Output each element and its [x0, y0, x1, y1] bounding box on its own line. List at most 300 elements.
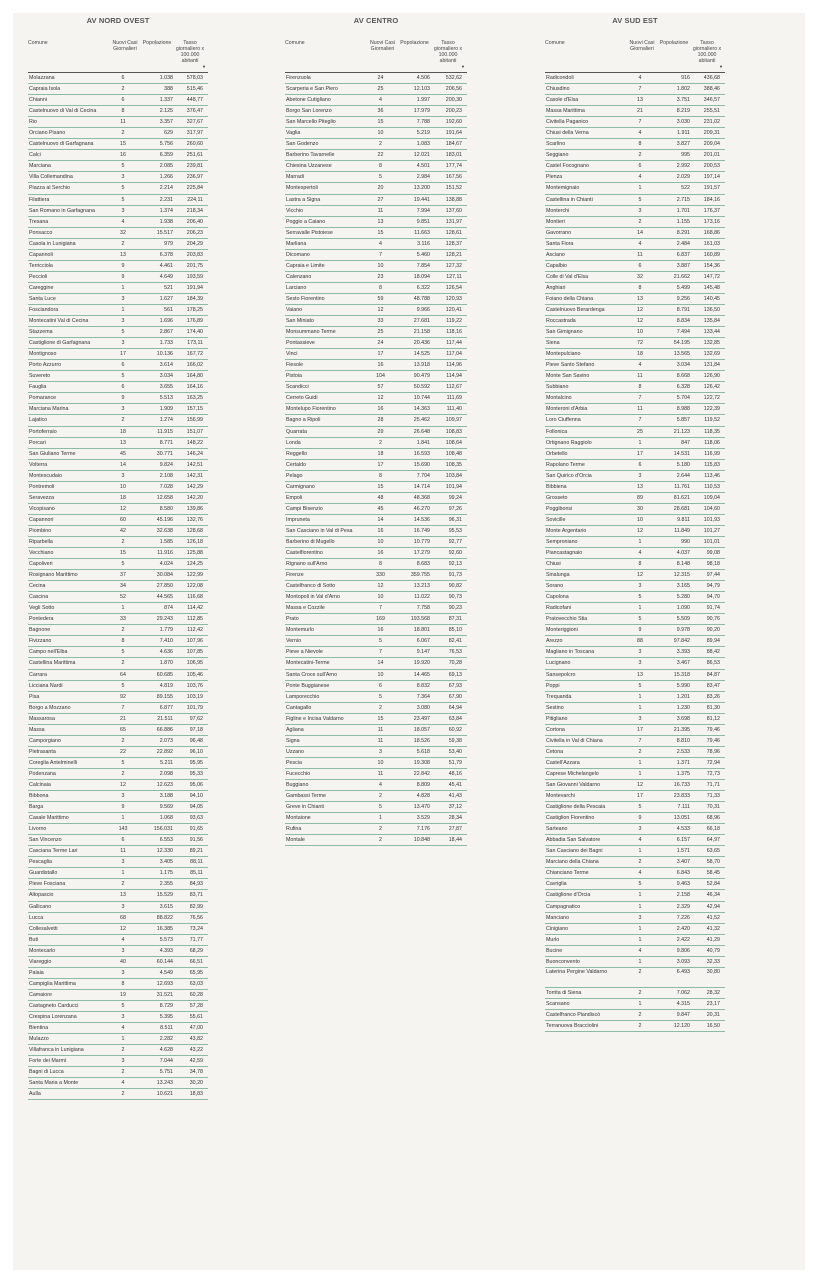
cell-rate: 108,48	[445, 450, 462, 457]
table-row	[285, 84, 467, 95]
table-row	[545, 890, 725, 901]
cell-comune: Pistoia	[286, 373, 302, 380]
table-row	[545, 570, 725, 581]
cell-rate: 47,00	[189, 1025, 203, 1032]
cell-rate: 132,69	[703, 351, 720, 358]
cell-population: 1.841	[416, 439, 430, 446]
cell-comune: Seravezza	[29, 494, 55, 501]
cell-comune: Lastra a Signa	[286, 196, 321, 203]
cell-comune: Porcari	[29, 439, 46, 446]
cell-rate: 110,53	[704, 483, 720, 490]
cell-cases: 1	[638, 759, 642, 766]
table-row	[28, 338, 208, 349]
cell-comune: Capannori	[29, 516, 54, 523]
cell-cases: 5	[638, 616, 642, 623]
cell-rate: 107,96	[186, 638, 203, 645]
cell-population: 17.979	[413, 108, 430, 115]
cell-comune: Torrita di Siena	[546, 989, 582, 996]
cell-population: 21.395	[673, 726, 690, 733]
cell-comune: San Vincenzo	[29, 837, 62, 844]
column-header-rate[interactable]: Tasso giornaliero x 100.000 abitanti ▼	[175, 40, 206, 69]
cell-population: 2.085	[159, 163, 173, 170]
table-row	[545, 902, 725, 913]
cell-rate: 84,93	[189, 881, 203, 888]
column-header-comune[interactable]: Comune	[545, 40, 565, 46]
sort-desc-icon[interactable]: ▼	[202, 64, 206, 69]
cell-population: 5.756	[159, 141, 173, 148]
cell-rate: 239,81	[186, 163, 203, 170]
cell-comune: Chiusi della Verna	[546, 130, 589, 137]
cell-population: 4.819	[159, 682, 173, 689]
cell-rate: 28,32	[706, 989, 720, 996]
cell-population: 46.270	[413, 505, 430, 512]
cell-comune: Castiglione di Garfagnana	[29, 340, 91, 347]
cell-population: 5.513	[159, 395, 173, 402]
cell-cases: 16	[120, 152, 126, 159]
cell-cases: 3	[638, 649, 642, 656]
sort-desc-icon[interactable]: ▼	[719, 64, 723, 69]
table-row	[28, 559, 208, 570]
table-row	[285, 581, 467, 592]
cell-comune: Londa	[286, 439, 301, 446]
cell-population: 2.231	[159, 196, 173, 203]
cell-population: 88.822	[156, 914, 173, 921]
cell-cases: 330	[376, 572, 385, 579]
table-row	[545, 824, 725, 835]
cell-population: 22.842	[413, 770, 430, 777]
cell-population: 60.685	[156, 671, 173, 678]
cell-population: 8.809	[416, 782, 430, 788]
cell-comune: Scarperia e San Piero	[286, 86, 338, 93]
cell-comune: Crespina Lorenzana	[29, 1013, 77, 1020]
column-header-cases[interactable]: Nuovi Casi Giornalieri	[369, 40, 396, 52]
table-row	[545, 758, 725, 769]
table-row	[28, 813, 208, 824]
cell-rate: 92,13	[448, 561, 462, 568]
cell-rate: 76,53	[448, 649, 462, 656]
cell-population: 3.407	[676, 859, 690, 866]
cell-cases: 2	[121, 538, 125, 545]
cell-rate: 42,59	[189, 1058, 203, 1065]
cell-population: 1.571	[676, 848, 690, 855]
cell-rate: 184,16	[703, 196, 720, 203]
cell-rate: 42,94	[706, 903, 720, 910]
cell-cases: 6	[121, 97, 125, 104]
cell-population: 6.378	[159, 251, 173, 258]
cell-comune: Forte dei Marmi	[29, 1058, 67, 1065]
cell-cases: 42	[120, 527, 126, 534]
cell-comune: Massa Marittima	[546, 108, 585, 115]
cell-comune: Vicchio	[286, 207, 303, 214]
cell-population: 16.385	[156, 925, 173, 932]
cell-comune: Roccastrada	[546, 318, 576, 325]
cell-rate: 122,72	[703, 395, 720, 402]
cell-population: 7.028	[159, 483, 173, 490]
cell-comune: Anghiari	[546, 284, 566, 291]
cell-rate: 95,53	[448, 527, 462, 534]
column-header-comune[interactable]: Comune	[28, 40, 48, 46]
cell-cases: 4	[638, 870, 642, 877]
table-row	[28, 703, 208, 714]
cell-population: 6.359	[159, 152, 173, 159]
cell-comune: Marciano della Chiana	[546, 859, 599, 866]
cell-rate: 96,31	[448, 516, 462, 523]
cell-population: 979	[164, 240, 173, 247]
table-row	[28, 780, 208, 791]
cell-comune: Piombino	[29, 527, 52, 534]
cell-population: 17.279	[413, 550, 430, 557]
cell-population: 13.051	[673, 815, 690, 822]
cell-population: 1.375	[676, 770, 690, 777]
table-row	[285, 714, 467, 725]
table-row	[545, 614, 725, 625]
cell-population: 30.771	[156, 450, 173, 457]
cell-rate: 46,34	[706, 892, 720, 899]
cell-cases: 1	[638, 903, 642, 910]
cell-cases: 18	[377, 450, 384, 457]
column-header-rate[interactable]: Tasso giornaliero x 100.000 abitanti ▼	[692, 40, 723, 69]
table-row	[545, 999, 725, 1010]
cell-rate: 206,40	[186, 218, 203, 225]
cell-rate: 209,31	[703, 130, 720, 137]
table-row	[285, 139, 467, 150]
table-row	[28, 714, 208, 725]
cell-cases: 22	[120, 748, 126, 755]
column-header-rate[interactable]: Tasso giornaliero x 100.000 abitanti ▼	[431, 40, 465, 69]
cell-cases: 2	[121, 417, 125, 424]
cell-comune: Capraia Isola	[29, 86, 61, 93]
column-header-population[interactable]: Popolazione	[400, 40, 429, 46]
cell-cases: 27	[377, 196, 384, 203]
cell-comune: Capannoli	[29, 251, 53, 258]
table-row	[28, 681, 208, 692]
cell-cases: 5	[121, 329, 125, 336]
cell-rate: 76,56	[189, 914, 203, 921]
table-row	[285, 471, 467, 482]
cell-comune: Castelnuovo di Garfagnana	[29, 141, 94, 148]
cell-comune: Bagni di Lucca	[29, 1069, 64, 1076]
cell-population: 9.978	[676, 627, 690, 634]
cell-comune: Rufina	[286, 826, 302, 833]
cell-rate: 71,71	[706, 782, 720, 788]
table-row	[545, 857, 725, 868]
cell-population: 89.155	[156, 693, 173, 700]
cell-population: 27.850	[156, 583, 173, 590]
cell-population: 5.460	[416, 251, 430, 258]
cell-population: 15.517	[156, 229, 173, 236]
cell-cases: 13	[120, 892, 126, 899]
cell-rate: 116,99	[704, 450, 720, 457]
table-row	[28, 758, 208, 769]
table-row	[28, 228, 208, 239]
table-row	[28, 84, 208, 95]
table-row	[285, 327, 467, 338]
table-row	[28, 1056, 208, 1067]
cell-cases: 4	[638, 130, 642, 137]
cell-cases: 1	[638, 958, 642, 965]
cell-rate: 68,96	[706, 815, 720, 822]
cell-comune: Marciana	[29, 163, 51, 170]
cell-population: 9.463	[676, 881, 690, 888]
table-row	[545, 813, 725, 824]
cell-comune: Borgo San Lorenzo	[286, 108, 332, 115]
cell-comune: Pratovecchio Stia	[546, 616, 588, 623]
cell-population: 1.802	[676, 86, 690, 93]
cell-rate: 176,37	[703, 207, 720, 214]
cell-cases: 9	[121, 395, 125, 402]
cell-population: 14.363	[413, 406, 430, 413]
table-row	[28, 1034, 208, 1045]
cell-rate: 101,27	[703, 527, 720, 534]
cell-comune: Montecarlo	[29, 947, 56, 954]
cell-rate: 137,60	[445, 207, 462, 214]
cell-cases: 7	[638, 395, 642, 402]
table-row	[285, 183, 467, 194]
cell-cases: 9	[121, 273, 125, 280]
cell-rate: 86,53	[706, 660, 720, 667]
cell-population: 23.497	[413, 715, 430, 722]
cell-cases: 6	[638, 262, 642, 269]
cell-cases: 10	[637, 329, 643, 336]
table-row	[285, 228, 467, 239]
cell-rate: 142,20	[186, 494, 203, 501]
table-row	[28, 857, 208, 868]
cell-population: 13.470	[413, 804, 430, 811]
cell-rate: 64,94	[448, 704, 462, 711]
cell-comune: Pitigliano	[546, 715, 568, 722]
cell-comune: Barberino Tavarnelle	[286, 152, 335, 159]
table-row	[28, 183, 208, 194]
table-row	[28, 968, 208, 979]
table-row	[28, 106, 208, 117]
table-row	[28, 272, 208, 283]
cell-comune: Vinci	[286, 351, 298, 358]
cell-cases: 7	[379, 251, 382, 258]
cell-comune: Abbadia San Salvatore	[546, 837, 601, 844]
table-row	[545, 294, 725, 305]
cell-rate: 27,87	[448, 826, 462, 833]
cell-cases: 12	[377, 583, 384, 590]
cell-rate: 66,18	[706, 826, 720, 833]
cell-comune: San Romano in Garfagnana	[29, 207, 95, 214]
cell-comune: Scarlino	[546, 141, 566, 148]
column-header-population[interactable]: Popolazione	[142, 40, 172, 46]
cell-cases: 17	[637, 793, 643, 800]
cell-rate: 225,84	[186, 185, 203, 192]
table-row	[28, 725, 208, 736]
cell-population: 6.328	[676, 384, 690, 391]
table-row	[28, 493, 208, 504]
cell-population: 8.511	[160, 1025, 173, 1032]
table-row	[285, 758, 467, 769]
cell-population: 1.696	[159, 318, 173, 325]
cell-population: 359.755	[410, 572, 430, 579]
cell-rate: 142,31	[186, 472, 203, 479]
cell-comune: Semproniano	[546, 538, 578, 545]
cell-rate: 117,04	[446, 351, 462, 358]
table-row	[28, 393, 208, 404]
cell-population: 23.833	[673, 793, 690, 800]
cell-cases: 16	[377, 550, 384, 557]
cell-cases: 14	[377, 516, 384, 523]
cell-cases: 15	[120, 141, 126, 148]
cell-comune: Loro Ciuffenna	[546, 417, 581, 424]
cell-comune: Calenzano	[286, 273, 312, 280]
cell-rate: 41,32	[706, 925, 720, 932]
cell-population: 2.329	[676, 903, 690, 910]
cell-comune: Bientina	[29, 1025, 49, 1032]
cell-comune: Villa Collemandina	[29, 174, 73, 181]
cell-rate: 138,88	[445, 196, 462, 203]
cell-cases: 1	[121, 605, 125, 612]
cell-cases: 12	[120, 505, 126, 512]
cell-comune: Quarrata	[286, 428, 307, 435]
column-header-cases[interactable]: Nuovi Casi Giornalieri	[629, 40, 655, 52]
cell-rate: 65,95	[189, 969, 203, 976]
cell-comune: Montieri	[546, 218, 565, 225]
cell-cases: 1	[121, 1036, 125, 1043]
cell-comune: Ponsacco	[29, 229, 53, 236]
table-row	[28, 128, 208, 139]
table-row	[545, 736, 725, 747]
cell-cases: 48	[377, 494, 384, 501]
cell-rate: 236,97	[186, 174, 203, 181]
cell-cases: 2	[379, 837, 382, 844]
table-row	[285, 692, 467, 703]
cell-comune: Riparbella	[29, 538, 53, 545]
table-row	[28, 161, 208, 172]
cell-cases: 6	[121, 75, 125, 81]
table-row	[28, 913, 208, 924]
cell-cases: 21	[637, 108, 643, 115]
cell-rate: 101,79	[186, 704, 203, 711]
cell-comune: Chiusi	[546, 561, 561, 568]
table-row	[545, 338, 725, 349]
cell-cases: 29	[377, 428, 384, 435]
cell-cases: 13	[120, 251, 126, 258]
cell-population: 3.887	[676, 262, 690, 269]
cell-comune: Sarteano	[546, 826, 568, 833]
cell-comune: Pontedera	[29, 616, 54, 623]
cell-comune: Laterina Pergine Valdarno	[546, 968, 608, 975]
cell-comune: Sansepolcro	[546, 671, 576, 678]
cell-population: 8.291	[676, 229, 690, 236]
cell-cases: 2	[638, 989, 642, 996]
cell-rate: 260,60	[186, 141, 203, 148]
cell-population: 3.614	[159, 362, 173, 369]
table-row	[28, 1089, 208, 1100]
cell-population: 2.422	[676, 936, 690, 943]
cell-population: 27.681	[413, 318, 430, 325]
table-row	[28, 526, 208, 537]
cell-rate: 128,21	[445, 251, 462, 258]
cell-comune: Montecatini Val di Cecina	[29, 318, 89, 325]
table-row	[28, 482, 208, 493]
cell-comune: Figline e Incisa Valdarno	[286, 715, 344, 722]
cell-comune: Lajatico	[29, 417, 48, 424]
column-header-comune[interactable]: Comune	[285, 40, 305, 46]
table-row	[28, 206, 208, 217]
column-header-population[interactable]: Popolazione	[659, 40, 689, 46]
cell-cases: 1	[638, 185, 642, 192]
cell-population: 3.405	[159, 859, 173, 866]
cell-rate: 52,84	[706, 881, 720, 888]
column-header-cases[interactable]: Nuovi Casi Giornalieri	[112, 40, 138, 52]
cell-cases: 2	[379, 793, 382, 800]
table-row	[545, 681, 725, 692]
cell-rate: 127,32	[445, 262, 462, 269]
table-row	[545, 957, 725, 968]
cell-rate: 126,42	[703, 384, 720, 391]
cell-comune: Rio	[29, 119, 37, 126]
table-row	[28, 946, 208, 957]
cell-rate: 71,33	[706, 793, 720, 800]
table-row	[545, 360, 725, 371]
cell-comune: Terranuova Bracciolini	[546, 1022, 599, 1029]
table-row	[545, 636, 725, 647]
cell-comune: Villafranca in Lunigiana	[29, 1047, 84, 1054]
cell-cases: 3	[638, 660, 642, 667]
cell-population: 29.243	[156, 616, 173, 623]
cell-population: 7.494	[676, 329, 690, 336]
cell-cases: 3	[638, 715, 642, 722]
cell-cases: 5	[121, 373, 125, 380]
table-row	[545, 581, 725, 592]
cell-population: 388	[164, 86, 173, 93]
table-row	[545, 128, 725, 139]
cell-comune: Castellina in Chianti	[546, 196, 593, 203]
cell-comune: Palaia	[29, 969, 44, 976]
cell-cases: 6	[379, 682, 382, 689]
cell-comune: Trequanda	[546, 693, 572, 700]
cell-rate: 317,97	[186, 130, 203, 137]
cell-population: 3.093	[676, 958, 690, 965]
cell-population: 1.701	[676, 207, 690, 214]
cell-comune: San Giuliano Terme	[29, 450, 76, 457]
cell-rate: 60,92	[448, 726, 462, 733]
cell-rate: 51,79	[448, 759, 462, 766]
table-row	[28, 625, 208, 636]
region-table	[545, 13, 725, 1032]
table-row	[285, 371, 467, 382]
cell-cases: 21	[120, 715, 126, 722]
cell-population: 12.658	[156, 494, 173, 501]
cell-population: 7.994	[416, 207, 430, 214]
sort-desc-icon[interactable]: ▼	[461, 64, 465, 69]
table-row	[545, 537, 725, 548]
cell-rate: 327,67	[186, 119, 203, 126]
table-row	[28, 692, 208, 703]
cell-cases: 1	[638, 538, 642, 545]
cell-cases: 3	[121, 207, 125, 214]
table-row	[28, 802, 208, 813]
cell-rate: 200,30	[445, 97, 462, 104]
cell-cases: 23	[377, 273, 384, 280]
cell-rate: 197,14	[703, 174, 720, 181]
cell-cases: 7	[121, 704, 125, 711]
cell-population: 19.308	[413, 759, 430, 766]
cell-population: 4.393	[159, 947, 173, 954]
cell-rate: 448,77	[186, 97, 203, 104]
cell-cases: 20	[377, 185, 384, 192]
cell-rate: 66,51	[189, 958, 203, 965]
cell-population: 14.465	[413, 671, 430, 678]
cell-cases: 36	[377, 108, 384, 115]
cell-population: 1.997	[416, 97, 430, 104]
cell-population: 3.034	[676, 362, 690, 369]
cell-comune: Montecatini-Terme	[286, 660, 330, 667]
table-row	[545, 404, 725, 415]
